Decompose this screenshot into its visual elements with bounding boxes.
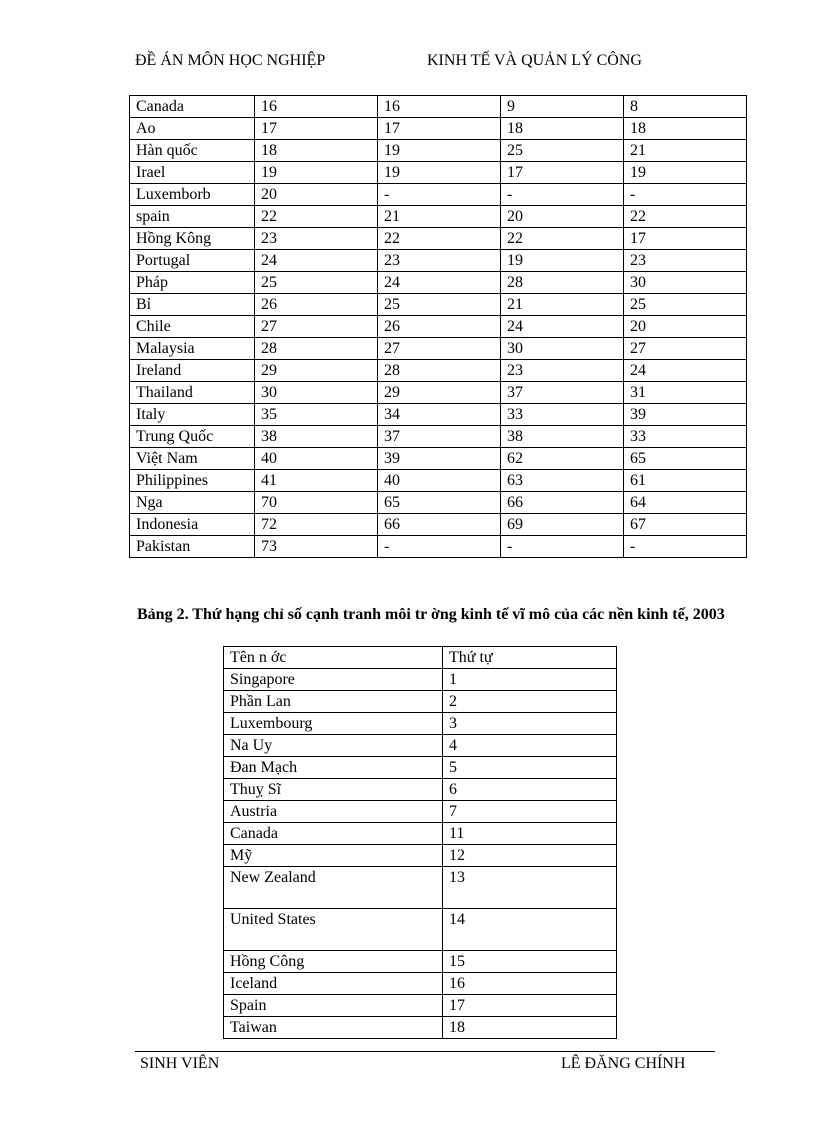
country-cell: Trung Quốc [130,426,255,448]
table-row [130,360,747,382]
footer-author-name: LÊ ĐĂNG CHÍNH [561,1055,686,1072]
rank-cell: 66 [501,492,624,514]
rank-cell: 61 [624,470,747,492]
table-row [130,470,747,492]
rank-cell: 23 [378,250,501,272]
country-cell: Iceland [224,973,443,995]
rank-cell: 8 [624,96,747,118]
rank-cell: 65 [624,448,747,470]
rank-cell: 24 [255,250,378,272]
rank-cell: 28 [378,360,501,382]
rank-cell: 29 [378,382,501,404]
rank-cell: - [624,536,747,558]
rank-cell: 23 [624,250,747,272]
country-cell: Na Uy [224,735,443,757]
table-row [130,184,747,206]
rank-cell: 33 [501,404,624,426]
rank-cell: 12 [443,845,617,867]
rank-cell: 13 [443,867,617,909]
rank-cell: 9 [501,96,624,118]
rank-cell: 17 [624,228,747,250]
rank-cell: 30 [255,382,378,404]
country-cell: Thailand [130,382,255,404]
rank-cell: 19 [624,162,747,184]
rank-cell: - [378,536,501,558]
macro-environment-ranking-table [223,646,617,1039]
rank-cell: 17 [443,995,617,1017]
table-row [130,448,747,470]
country-cell: Pháp [130,272,255,294]
column-header-rank: Thứ tự [443,647,617,669]
country-cell: Portugal [130,250,255,272]
country-cell: United States [224,909,443,951]
rank-cell: 67 [624,514,747,536]
rank-cell: 11 [443,823,617,845]
table-row [130,96,747,118]
header-course-title: ĐỀ ÁN MÔN HỌC NGHIỆP [135,52,326,69]
table-row [130,536,747,558]
country-cell: Ao [130,118,255,140]
rank-cell: 25 [501,140,624,162]
rank-cell: 31 [624,382,747,404]
rank-cell: 14 [443,909,617,951]
ranking-table-1 [129,95,747,558]
rank-cell: 16 [255,96,378,118]
rank-cell: 23 [501,360,624,382]
table-row [130,382,747,404]
rank-cell: 7 [443,801,617,823]
rank-cell: 18 [501,118,624,140]
rank-cell: 27 [255,316,378,338]
footer-student-label: SINH VIÊN [140,1055,220,1072]
table-row [224,845,617,867]
country-cell: Việt Nam [130,448,255,470]
rank-cell: 18 [255,140,378,162]
rank-cell: 39 [378,448,501,470]
rank-cell: 5 [443,757,617,779]
country-cell: Hàn quốc [130,140,255,162]
rank-cell: 25 [624,294,747,316]
rank-cell: - [501,536,624,558]
rank-cell: 40 [255,448,378,470]
table-row [224,1017,617,1039]
rank-cell: 19 [378,140,501,162]
country-cell: Nga [130,492,255,514]
rank-cell: 26 [255,294,378,316]
table-row [224,801,617,823]
rank-cell: 66 [378,514,501,536]
country-cell: Taiwan [224,1017,443,1039]
rank-cell: 22 [378,228,501,250]
table-row [130,206,747,228]
country-cell: Mỹ [224,845,443,867]
rank-cell: 33 [624,426,747,448]
rank-cell: 18 [624,118,747,140]
rank-cell: 28 [255,338,378,360]
header-subject-title: KINH TẾ VÀ QUẢN LÝ CÔNG [427,52,642,69]
table-row [224,951,617,973]
table-row [130,514,747,536]
rank-cell: 4 [443,735,617,757]
table-header-row [224,647,617,669]
country-cell: Hồng Kông [130,228,255,250]
rank-cell: 17 [378,118,501,140]
country-cell: Canada [224,823,443,845]
rank-cell: 26 [378,316,501,338]
country-cell: Spain [224,995,443,1017]
rank-cell: 29 [255,360,378,382]
rank-cell: 37 [378,426,501,448]
table-row [224,691,617,713]
rank-cell: 20 [501,206,624,228]
table-row [224,713,617,735]
table-row [130,118,747,140]
rank-cell: 25 [255,272,378,294]
country-cell: Luxembourg [224,713,443,735]
table-row [130,404,747,426]
country-cell: Đan Mạch [224,757,443,779]
rank-cell: 69 [501,514,624,536]
country-cell: Pakistan [130,536,255,558]
rank-cell: 21 [378,206,501,228]
rank-cell: 22 [624,206,747,228]
table-row [130,250,747,272]
table-row [130,492,747,514]
footer-divider [135,1051,715,1052]
country-cell: New Zealand [224,867,443,909]
rank-cell: 19 [255,162,378,184]
country-cell: Bỉ [130,294,255,316]
table-row [130,294,747,316]
country-cell: Irael [130,162,255,184]
rank-cell: 37 [501,382,624,404]
table-row [224,757,617,779]
rank-cell: 23 [255,228,378,250]
table-row [224,973,617,995]
country-cell: spain [130,206,255,228]
table-row [130,426,747,448]
rank-cell: 25 [378,294,501,316]
rank-cell: 1 [443,669,617,691]
rank-cell: 6 [443,779,617,801]
rank-cell: 30 [624,272,747,294]
rank-cell: 17 [501,162,624,184]
rank-cell: 2 [443,691,617,713]
rank-cell: 40 [378,470,501,492]
rank-cell: 35 [255,404,378,426]
rank-cell: 19 [501,250,624,272]
table-row [224,867,617,909]
table-row [224,779,617,801]
rank-cell: 20 [624,316,747,338]
rank-cell: 34 [378,404,501,426]
rank-cell: 28 [501,272,624,294]
rank-cell: 62 [501,448,624,470]
rank-cell: 30 [501,338,624,360]
rank-cell: 24 [501,316,624,338]
country-cell: Canada [130,96,255,118]
table-row [224,995,617,1017]
country-cell: Thuỵ Sĩ [224,779,443,801]
rank-cell: 38 [255,426,378,448]
rank-cell: 41 [255,470,378,492]
rank-cell: 19 [378,162,501,184]
rank-cell: 70 [255,492,378,514]
rank-cell: 18 [443,1017,617,1039]
country-cell: Philippines [130,470,255,492]
rank-cell: 22 [255,206,378,228]
column-header-country: Tên n ớc [224,647,443,669]
rank-cell: 27 [624,338,747,360]
rank-cell: - [624,184,747,206]
table-row [130,162,747,184]
rank-cell: 20 [255,184,378,206]
country-cell: Hồng Công [224,951,443,973]
rank-cell: 24 [378,272,501,294]
country-cell: Austria [224,801,443,823]
rank-cell: - [501,184,624,206]
country-cell: Italy [130,404,255,426]
table-row [224,909,617,951]
rank-cell: 16 [378,96,501,118]
table-row [224,669,617,691]
rank-cell: 39 [624,404,747,426]
table-2-caption: Bảng 2. Thứ hạng chỉ số cạnh tranh môi tr ờng kinh tế vĩ mô của các nền kinh tế, 2003 [137,606,725,623]
table-row [130,272,747,294]
country-cell: Luxemborb [130,184,255,206]
rank-cell: 15 [443,951,617,973]
rank-cell: 22 [501,228,624,250]
rank-cell: 21 [624,140,747,162]
table-row [224,735,617,757]
table-row [130,228,747,250]
rank-cell: 64 [624,492,747,514]
rank-cell: 21 [501,294,624,316]
country-cell: Singapore [224,669,443,691]
rank-cell: 24 [624,360,747,382]
rank-cell: 27 [378,338,501,360]
country-cell: Ireland [130,360,255,382]
country-cell: Phần Lan [224,691,443,713]
table-row [224,823,617,845]
rank-cell: 3 [443,713,617,735]
table-row [130,316,747,338]
country-cell: Malaysia [130,338,255,360]
table-row [130,338,747,360]
rank-cell: 65 [378,492,501,514]
rank-cell: 73 [255,536,378,558]
country-cell: Chile [130,316,255,338]
rank-cell: - [378,184,501,206]
rank-cell: 16 [443,973,617,995]
rank-cell: 72 [255,514,378,536]
table-row [130,140,747,162]
country-cell: Indonesia [130,514,255,536]
rank-cell: 38 [501,426,624,448]
rank-cell: 17 [255,118,378,140]
rank-cell: 63 [501,470,624,492]
